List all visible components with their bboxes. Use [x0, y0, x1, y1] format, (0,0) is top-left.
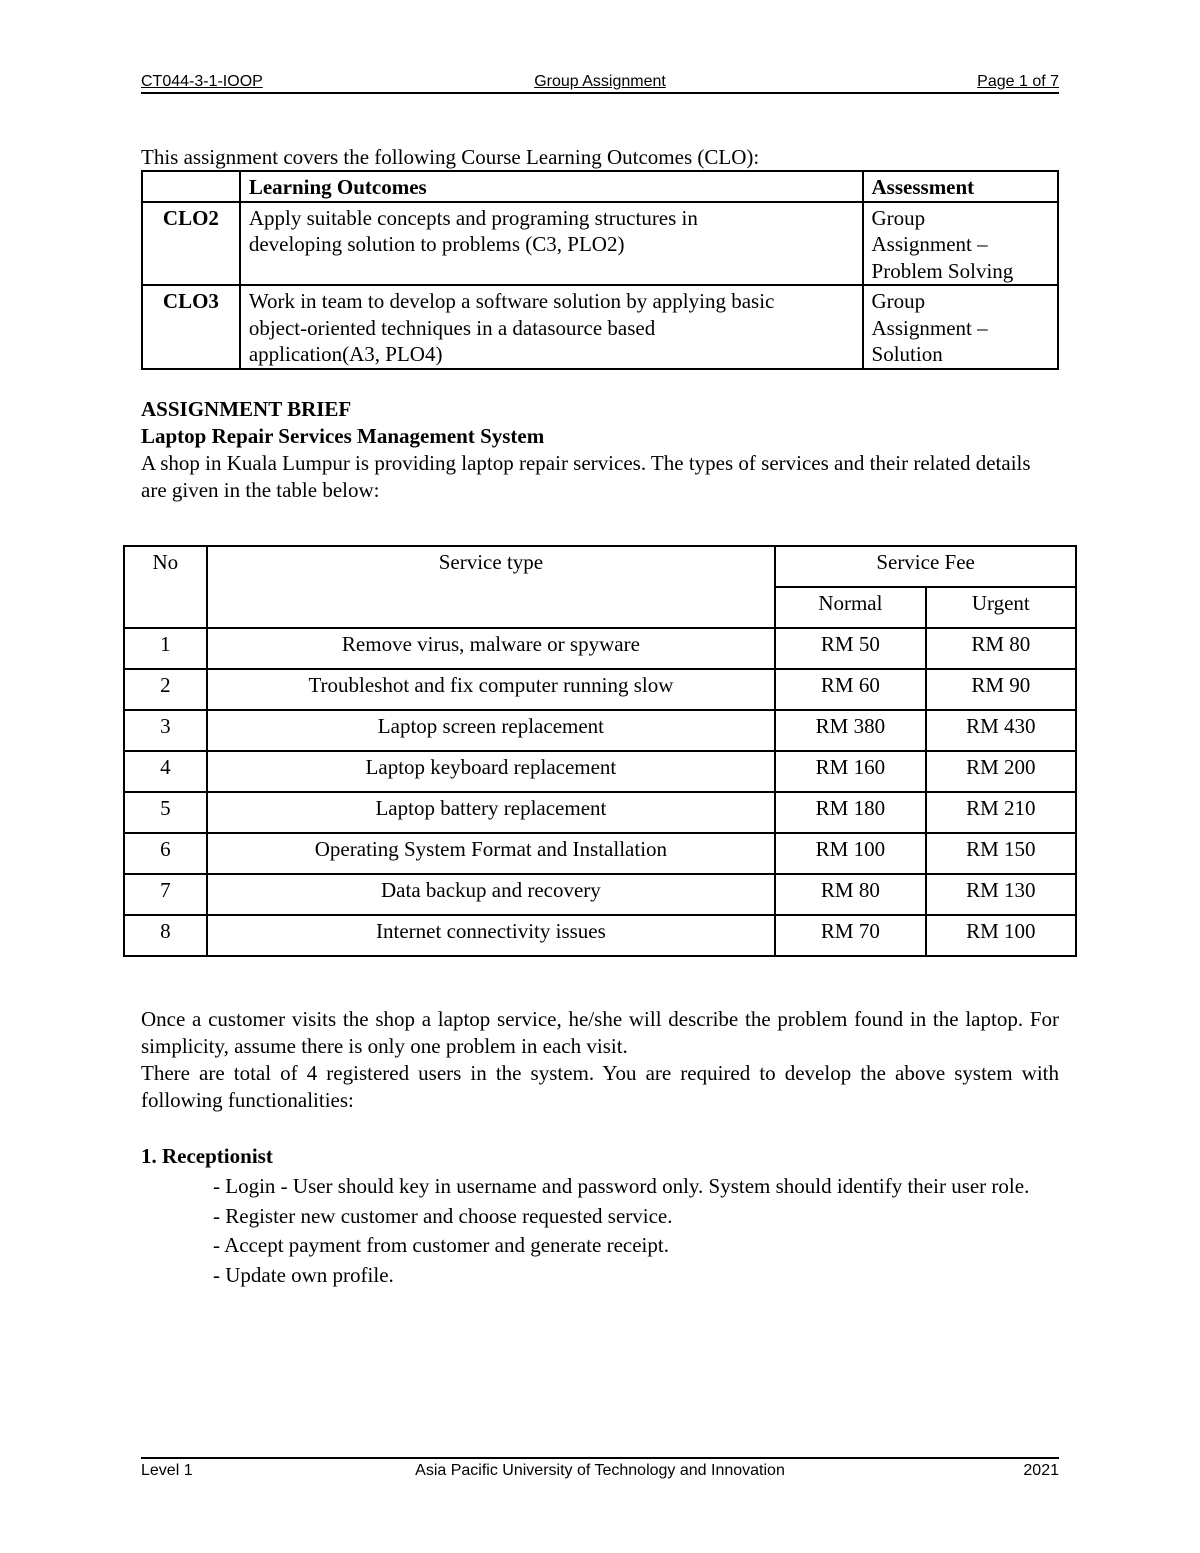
clo-row	[142, 202, 1058, 286]
service-no: 3	[124, 710, 207, 751]
clo-assessment-line: Problem Solving	[871, 258, 1014, 283]
clo-assessment-line: Solution	[871, 342, 943, 366]
clo-assessment-line: Group	[871, 289, 926, 313]
section-title: 1. Receptionist	[141, 1144, 273, 1168]
clo-outcome	[240, 285, 863, 369]
clo-row	[142, 285, 1058, 369]
list-item: - Accept payment from customer and generate receipt.	[213, 1233, 669, 1257]
service-table-body	[124, 628, 1076, 956]
clo-code: CLO2	[142, 202, 240, 286]
service-fee-urgent: RM 100	[926, 915, 1076, 956]
header-title: Group Assignment	[534, 73, 666, 90]
service-fee-normal: RM 180	[775, 792, 925, 833]
service-no: 8	[124, 915, 207, 956]
service-header-type: Service type	[207, 546, 776, 628]
clo-assessment	[863, 285, 1058, 369]
table-row	[124, 792, 1076, 833]
clo-header-blank	[142, 171, 240, 202]
service-fee-urgent: RM 200	[926, 751, 1076, 792]
service-fee-normal: RM 100	[775, 833, 925, 874]
page-footer	[141, 1462, 1059, 1482]
clo-outcome	[240, 202, 863, 286]
service-type: Data backup and recovery	[207, 874, 776, 915]
clo-outcome-line: application(A3, PLO4)	[248, 342, 443, 366]
list-item: - Login - User should key in username and password only. System should identify their user role.	[213, 1174, 1030, 1198]
service-no: 5	[124, 792, 207, 833]
header-course-code: CT044-3-1-IOOP	[141, 73, 263, 90]
table-row	[124, 833, 1076, 874]
assignment-brief	[141, 396, 1059, 504]
table-row	[124, 710, 1076, 751]
service-header-no: No	[124, 546, 207, 628]
footer-institution: Asia Pacific University of Technology and Innovation	[415, 1462, 785, 1479]
header-rule	[141, 92, 1059, 94]
brief-paragraph: A shop in Kuala Lumpur is providing laptop repair services. The types of services and their related details are given in the table below:	[141, 451, 1031, 502]
table-row	[124, 915, 1076, 956]
service-fee-urgent: RM 130	[926, 874, 1076, 915]
intro-text: This assignment covers the following Course Learning Outcomes (CLO):	[141, 145, 760, 169]
clo-outcome-line: object-oriented techniques in a datasource based	[248, 315, 656, 340]
clo-header-outcomes: Learning Outcomes	[240, 171, 863, 202]
clo-outcome-line: Apply suitable concepts and programing structures in	[248, 205, 698, 230]
service-fee-urgent: RM 210	[926, 792, 1076, 833]
clo-outcome-line: developing solution to problems (C3, PLO2)	[248, 232, 625, 256]
service-fee-normal: RM 80	[775, 874, 925, 915]
service-type: Operating System Format and Installation	[207, 833, 776, 874]
footer-level: Level 1	[141, 1462, 193, 1479]
brief-subheading: Laptop Repair Services Management System	[141, 424, 545, 448]
brief-heading: ASSIGNMENT BRIEF	[141, 397, 352, 421]
service-fee-urgent: RM 80	[926, 628, 1076, 669]
service-table-header	[124, 546, 1076, 587]
body-paragraph: Once a customer visits the shop a laptop service, he/she will describe the problem found in the laptop. For simplicity, assume there is only one problem in each visit.	[141, 1007, 1059, 1058]
table-row	[124, 874, 1076, 915]
clo-assessment	[863, 202, 1058, 286]
service-fee-normal: RM 60	[775, 669, 925, 710]
clo-code: CLO3	[142, 285, 240, 369]
clo-assessment-line: Assignment –	[871, 232, 988, 256]
table-row	[124, 628, 1076, 669]
service-type: Laptop battery replacement	[207, 792, 776, 833]
service-no: 7	[124, 874, 207, 915]
service-fee-normal: RM 380	[775, 710, 925, 751]
service-type: Remove virus, malware or spyware	[207, 628, 776, 669]
clo-header-assessment: Assessment	[863, 171, 1058, 202]
body-text	[141, 1006, 1059, 1114]
service-table	[123, 545, 1077, 957]
page-header	[141, 73, 1059, 93]
section-receptionist	[141, 1142, 1059, 1290]
table-row	[124, 669, 1076, 710]
service-type: Laptop keyboard replacement	[207, 751, 776, 792]
clo-assessment-line: Group	[871, 205, 926, 230]
list-item: - Register new customer and choose requested service.	[213, 1203, 673, 1228]
footer-year: 2021	[1023, 1462, 1059, 1479]
service-no: 6	[124, 833, 207, 874]
service-type: Internet connectivity issues	[207, 915, 776, 956]
service-header-fee: Service Fee	[775, 546, 1076, 587]
service-fee-normal: RM 70	[775, 915, 925, 956]
service-no: 4	[124, 751, 207, 792]
clo-assessment-line: Assignment –	[871, 315, 988, 340]
list-item: - Update own profile.	[213, 1262, 394, 1287]
service-header-urgent: Urgent	[926, 587, 1076, 628]
service-fee-normal: RM 160	[775, 751, 925, 792]
table-row	[124, 751, 1076, 792]
service-type: Laptop screen replacement	[207, 710, 776, 751]
service-no: 2	[124, 669, 207, 710]
body-paragraph: There are total of 4 registered users in the system. You are required to develop the above system with following functionalities:	[141, 1061, 1059, 1112]
service-fee-urgent: RM 90	[926, 669, 1076, 710]
header-page-number: Page 1 of 7	[977, 73, 1059, 90]
service-fee-normal: RM 50	[775, 628, 925, 669]
service-header-normal: Normal	[775, 587, 925, 628]
service-no: 1	[124, 628, 207, 669]
service-type: Troubleshot and fix computer running slow	[207, 669, 776, 710]
clo-table-header	[142, 171, 1058, 202]
section-list	[213, 1172, 1059, 1289]
clo-table	[141, 170, 1059, 370]
footer-rule	[141, 1457, 1059, 1459]
service-fee-urgent: RM 430	[926, 710, 1076, 751]
service-fee-urgent: RM 150	[926, 833, 1076, 874]
clo-outcome-line: Work in team to develop a software solution by applying basic	[248, 289, 775, 313]
